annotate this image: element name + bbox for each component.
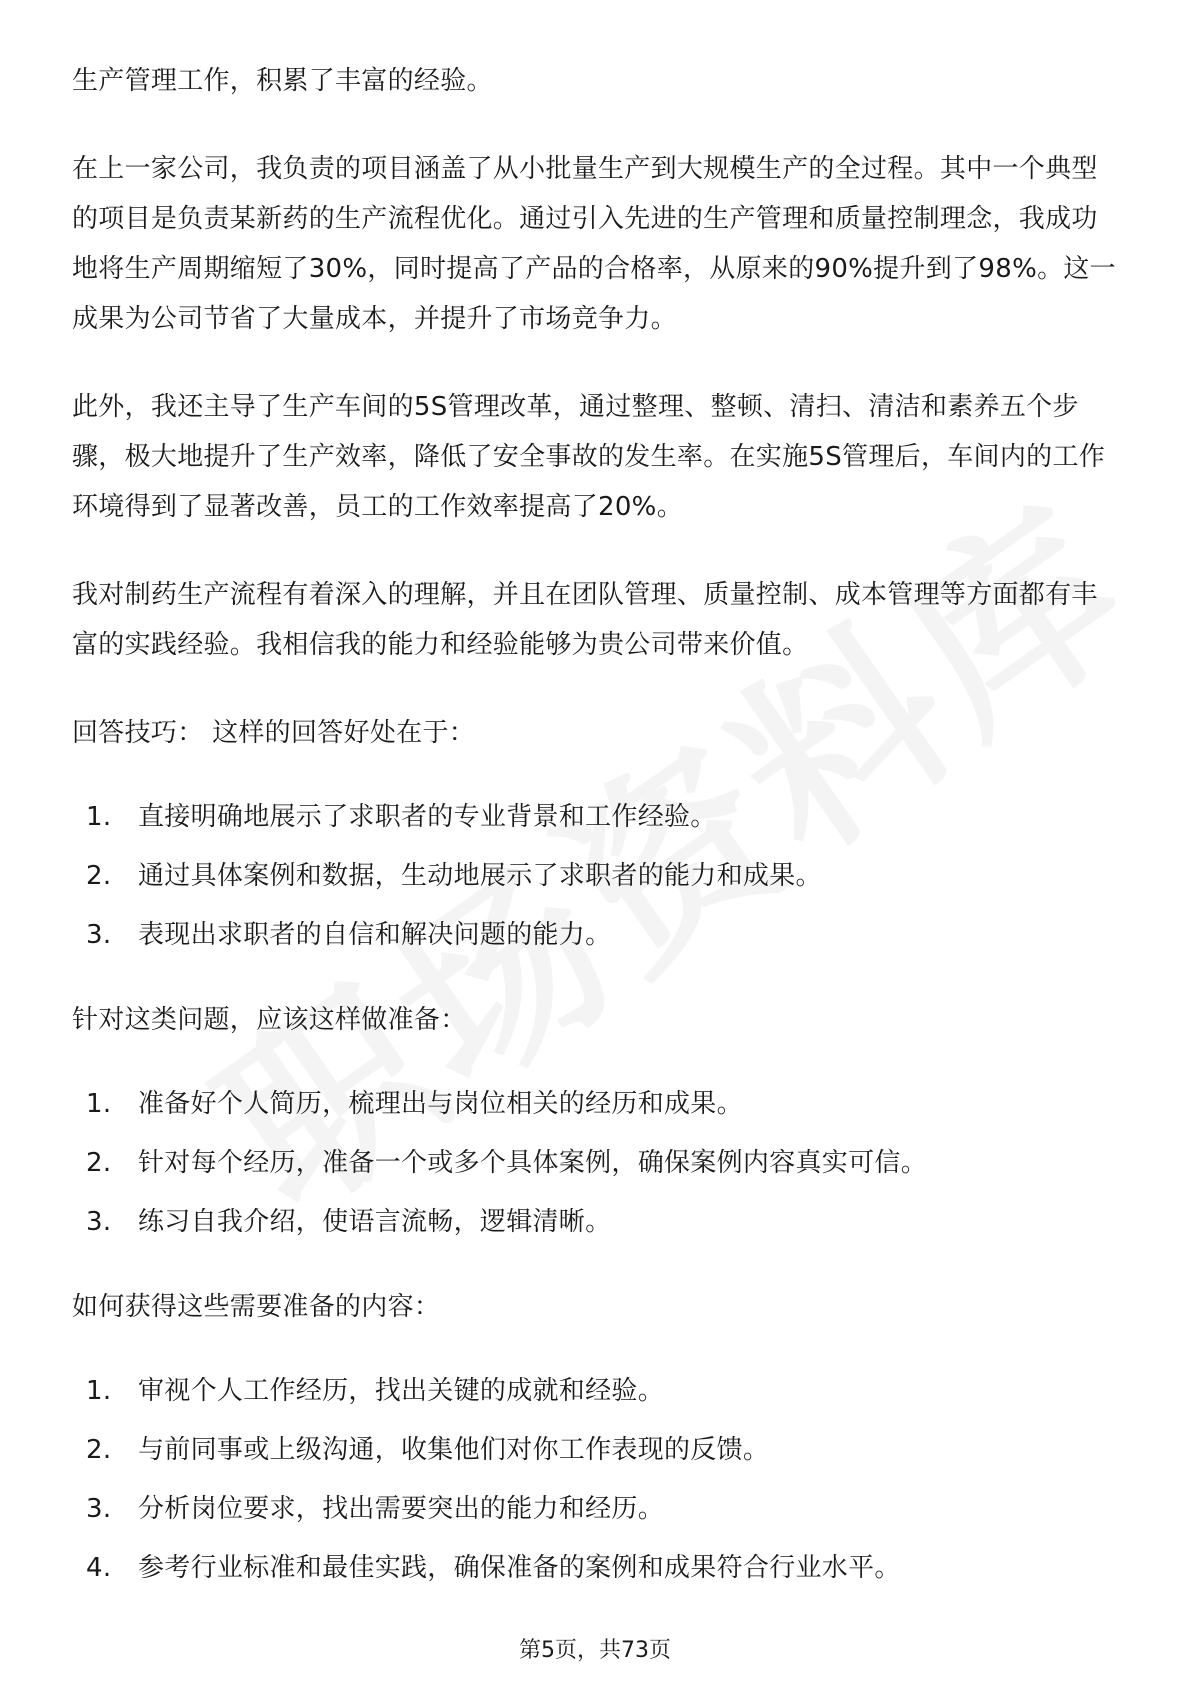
page-number-footer: 第5页，共73页 bbox=[519, 1638, 671, 1663]
list-item-number: 1. bbox=[86, 1376, 112, 1406]
prepare-list bbox=[72, 1075, 1118, 1252]
list-item-number: 2. bbox=[86, 1435, 112, 1465]
list-item-text: 直接明确地展示了求职者的专业背景和工作经验。 bbox=[138, 802, 717, 832]
list-item-text: 通过具体案例和数据，生动地展示了求职者的能力和成果。 bbox=[138, 861, 822, 891]
list-item bbox=[72, 847, 1118, 906]
page-content bbox=[72, 56, 1118, 1598]
list-item-number: 1. bbox=[86, 802, 112, 832]
list-item bbox=[72, 906, 1118, 965]
prepare-heading: 针对这类问题，应该这样做准备： bbox=[72, 1005, 467, 1035]
list-item-number: 1. bbox=[86, 1089, 112, 1119]
list-item bbox=[72, 1362, 1118, 1421]
list-item bbox=[72, 1480, 1118, 1539]
list-item-number: 3. bbox=[86, 1207, 112, 1237]
list-item bbox=[72, 1539, 1118, 1598]
paragraph-project-experience: 在上一家公司，我负责的项目涵盖了从小批量生产到大规模生产的全过程。其中一个典型的项目是负责某新药的生产流程优化。通过引入先进的生产管理和质量控制理念，我成功地将生产周期缩短了30%，同时提高了产品的合格率，从原来的90%提升到了98%。这一成果为公司节省了大量成本，并提升了市场竞争力。 bbox=[72, 154, 1116, 334]
list-item bbox=[72, 1075, 1118, 1134]
list-item-text: 审视个人工作经历，找出关键的成就和经验。 bbox=[138, 1376, 665, 1406]
paragraph-intro-continued: 生产管理工作，积累了丰富的经验。 bbox=[72, 66, 493, 96]
paragraph-5s-management: 此外，我还主导了生产车间的5S管理改革，通过整理、整顿、清扫、清洁和素养五个步骤，极大地提升了生产效率，降低了安全事故的发生率。在实施5S管理后，车间内的工作环境得到了显著改善，员工的工作效率提高了20%。 bbox=[72, 392, 1106, 522]
tips-list bbox=[72, 788, 1118, 965]
list-item-text: 针对每个经历，准备一个或多个具体案例，确保案例内容真实可信。 bbox=[138, 1148, 928, 1178]
list-item-text: 分析岗位要求，找出需要突出的能力和经历。 bbox=[138, 1494, 665, 1524]
tips-heading: 回答技巧： 这样的回答好处在于： bbox=[72, 718, 476, 748]
list-item-text: 练习自我介绍，使语言流畅，逻辑清晰。 bbox=[138, 1207, 612, 1237]
list-item-number: 2. bbox=[86, 861, 112, 891]
list-item-number: 2. bbox=[86, 1148, 112, 1178]
list-item bbox=[72, 1421, 1118, 1480]
list-item-text: 与前同事或上级沟通，收集他们对你工作表现的反馈。 bbox=[138, 1435, 770, 1465]
list-item-number: 3. bbox=[86, 1494, 112, 1524]
list-item-number: 4. bbox=[86, 1553, 112, 1583]
list-item-number: 3. bbox=[86, 920, 112, 950]
paragraph-summary: 我对制药生产流程有着深入的理解，并且在团队管理、质量控制、成本管理等方面都有丰富的实践经验。我相信我的能力和经验能够为贵公司带来价值。 bbox=[72, 580, 1098, 660]
list-item bbox=[72, 1193, 1118, 1252]
obtain-list bbox=[72, 1362, 1118, 1598]
list-item-text: 准备好个人简历，梳理出与岗位相关的经历和成果。 bbox=[138, 1089, 743, 1119]
obtain-heading: 如何获得这些需要准备的内容： bbox=[72, 1292, 441, 1322]
list-item bbox=[72, 1134, 1118, 1193]
list-item bbox=[72, 788, 1118, 847]
list-item-text: 表现出求职者的自信和解决问题的能力。 bbox=[138, 920, 612, 950]
list-item-text: 参考行业标准和最佳实践，确保准备的案例和成果符合行业水平。 bbox=[138, 1553, 901, 1583]
